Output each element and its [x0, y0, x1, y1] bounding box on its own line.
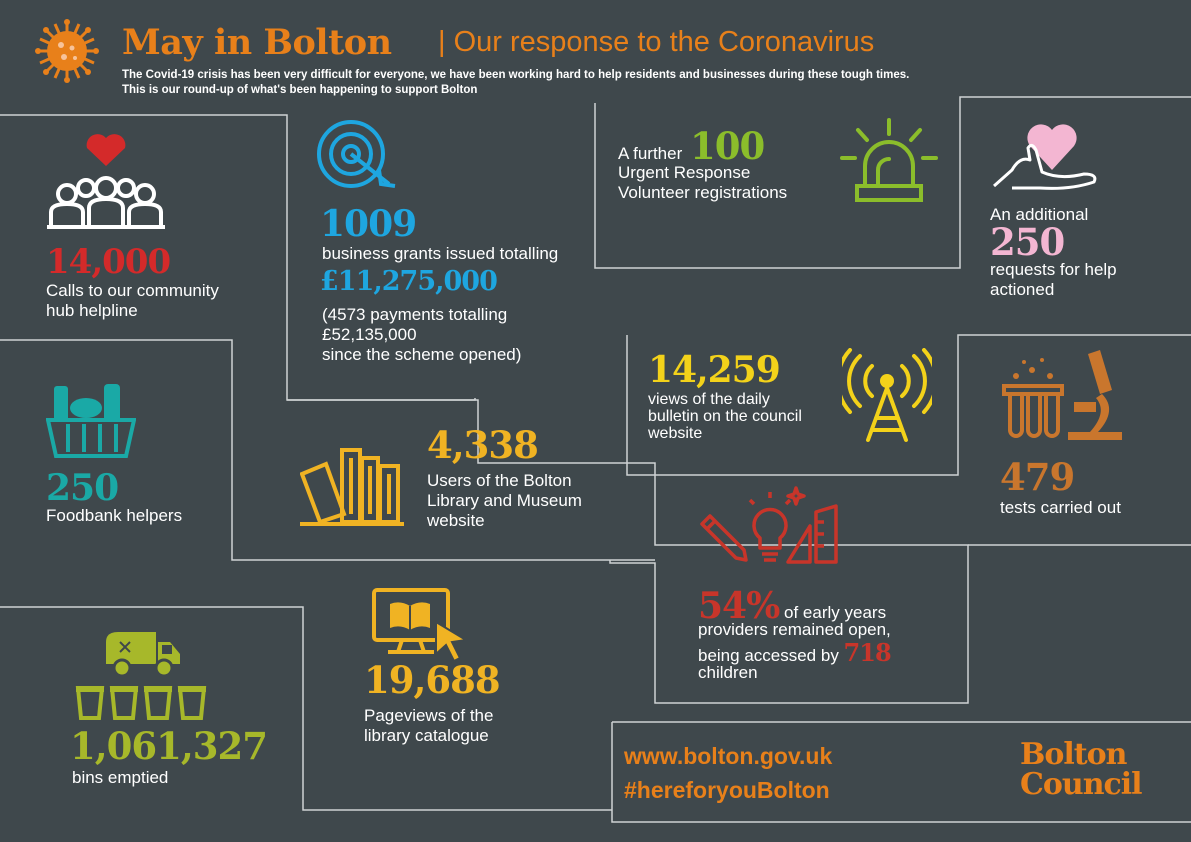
grants-note	[322, 305, 521, 365]
bin-lorry-icon	[100, 628, 182, 685]
volunteers-line-1: Urgent Response	[618, 163, 751, 182]
grants-label: business grants issued totalling	[322, 244, 559, 263]
library-label	[427, 471, 582, 531]
grants-note-2: £52,135,000	[322, 325, 417, 344]
helpline-line-2: hub helpline	[46, 301, 138, 320]
bulletin-line-1: views of the daily	[648, 391, 770, 408]
early-years-line-4: children	[698, 663, 758, 682]
catalogue-label	[364, 706, 493, 746]
bulletin-value: 14,259	[648, 349, 780, 391]
early-years-value: 54%	[698, 585, 780, 627]
antenna-icon	[842, 348, 932, 449]
logo-line-2: Council	[1020, 767, 1142, 802]
bins-icon	[74, 684, 210, 727]
requests-line-1: requests for help	[990, 260, 1117, 279]
hand-heart-icon	[990, 108, 1102, 201]
library-line-1: Users of the Bolton	[427, 471, 572, 490]
tests-label: tests carried out	[1000, 498, 1121, 517]
books-icon	[300, 444, 404, 531]
computer-icon	[372, 588, 468, 669]
microscope-icon	[1002, 350, 1122, 445]
early-years-line-2: providers remained open,	[698, 620, 891, 639]
virus-icon	[34, 18, 100, 84]
library-line-3: website	[427, 511, 485, 530]
foodbank-label: Foodbank helpers	[46, 506, 183, 525]
helpline-value: 14,000	[46, 242, 171, 282]
bins-value: 1,061,327	[70, 724, 267, 768]
library-value: 4,338	[427, 423, 538, 467]
requests-prefix: An additional	[990, 205, 1089, 224]
bulletin-label	[648, 391, 802, 442]
basket-icon	[46, 380, 136, 465]
grants-value: 1009	[320, 203, 417, 245]
helpline-label	[46, 281, 219, 321]
early-years-value-2: 718	[843, 638, 891, 667]
foodbank-value: 250	[46, 467, 119, 509]
library-line-2: Library and Museum	[427, 491, 582, 510]
requests-value: 250	[990, 220, 1065, 264]
bins-label: bins emptied	[72, 768, 169, 787]
intro-line-2: This is our round-up of what's been happening to support Bolton	[122, 84, 478, 96]
intro-text	[122, 68, 1022, 98]
hashtag-text: #hereforyouBolton	[624, 777, 830, 803]
bolton-council-logo	[1020, 737, 1142, 802]
intro-line-1: The Covid-19 crisis has been very difficult for everyone, we have been working hard to help residents and businesses during these tough times.	[122, 69, 910, 81]
catalogue-line-1: Pageviews of the	[364, 706, 494, 725]
volunteers-value: 100	[690, 124, 765, 168]
tests-value: 479	[1000, 455, 1075, 499]
catalogue-value: 19,688	[364, 658, 500, 702]
early-years-text-1: of early years	[779, 603, 887, 622]
volunteers-prefix: A further	[618, 144, 683, 163]
education-icon	[698, 486, 840, 571]
heart-people-icon	[45, 132, 167, 235]
helpline-line-1: Calls to our community	[46, 281, 219, 300]
page-subtitle: | Our response to the Coronavirus	[438, 26, 875, 58]
target-icon	[315, 118, 405, 203]
volunteers-label	[618, 163, 787, 203]
logo-line-1: Bolton	[1020, 737, 1127, 772]
bulletin-line-2: bulletin on the council	[648, 408, 802, 425]
volunteers-line-2: Volunteer registrations	[618, 183, 788, 202]
grants-note-3: since the scheme opened)	[322, 345, 522, 364]
website-link[interactable]: www.bolton.gov.uk	[624, 743, 833, 769]
grants-note-1: (4573 payments totalling	[322, 305, 508, 324]
early-years-line-1	[698, 585, 887, 627]
requests-line-2: actioned	[990, 280, 1055, 299]
requests-label	[990, 260, 1117, 300]
bulletin-line-3: website	[648, 425, 703, 442]
early-years-text-3: being accessed by	[698, 646, 844, 665]
catalogue-line-2: library catalogue	[364, 726, 489, 745]
grants-amount: £11,275,000	[320, 266, 497, 297]
siren-icon	[838, 118, 940, 215]
page-title: May in Bolton	[122, 22, 392, 63]
